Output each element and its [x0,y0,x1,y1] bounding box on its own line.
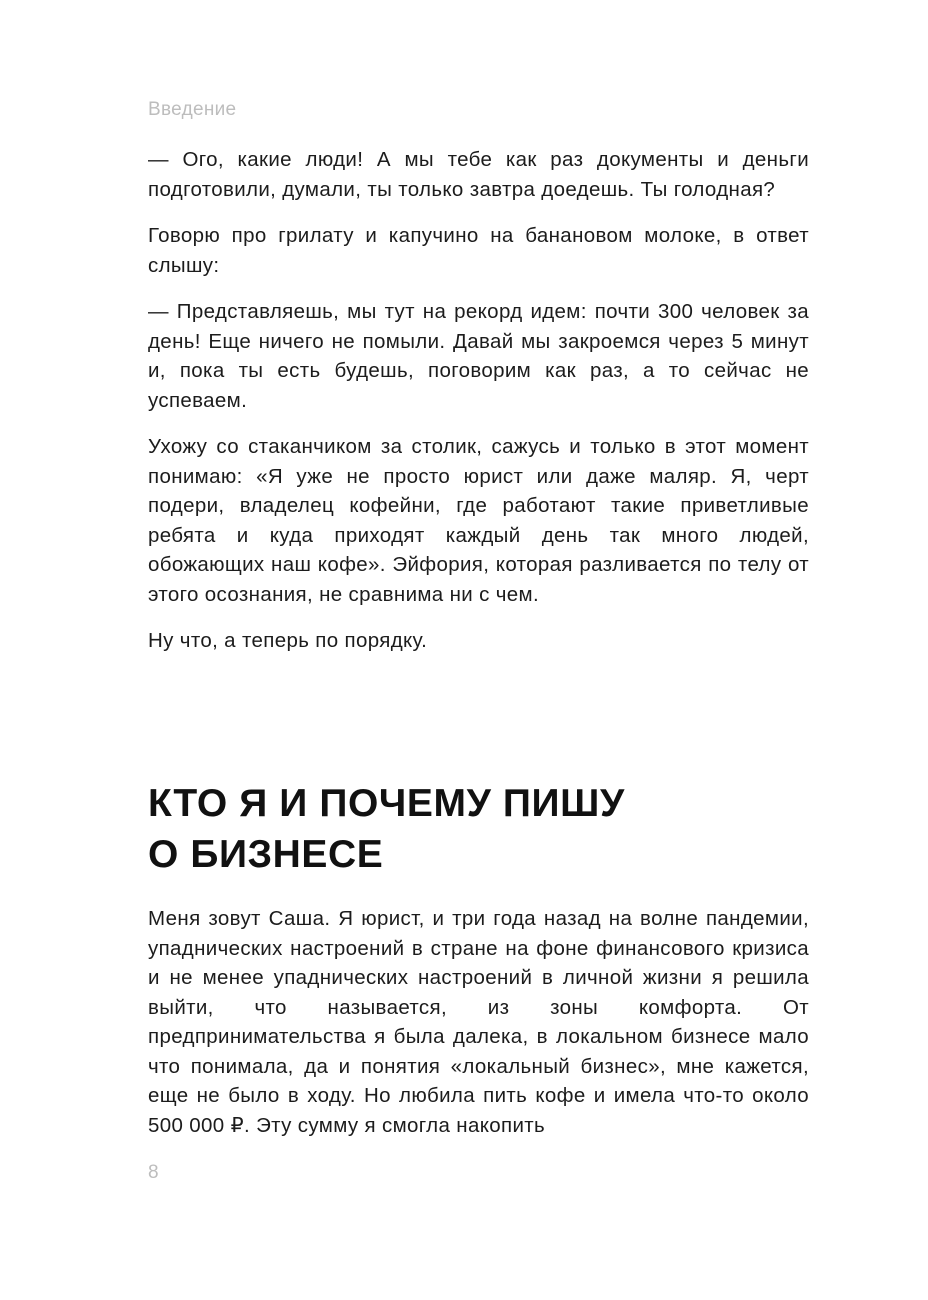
paragraph: Ну что, а теперь по порядку. [148,629,428,652]
paragraph: — Представляешь, мы тут на рекорд идем: почти 300 человек за день! Еще ничего не помыли. Давай мы закроемся через 5 минут и, пока ты есть будешь, поговорим как раз, а то сейчас не успеваем. [148,300,809,412]
running-title: Введение [148,99,237,120]
page-number: 8 [148,1162,159,1183]
paragraph: Говорю про грилату и капучино на банановом молоке, в ответ слышу: [148,224,809,277]
chapter-heading-line: О БИЗНЕСЕ [148,833,384,876]
chapter-heading-line: КТО Я И ПОЧЕМУ ПИШУ [148,782,625,825]
paragraph: — Ого, какие люди! А мы тебе как раз документы и деньги подготовили, думали, ты только завтра доедешь. Ты голодная? [148,148,809,201]
intro-text-block [148,145,809,673]
chapter-text-block [148,904,809,1157]
paragraph: Меня зовут Саша. Я юрист, и три года назад на волне пандемии, упаднических настроений в стране на фоне финансового кризиса и не менее упаднических настроений в личной жизни я решила выйти, что называется, из зоны комфорта. От предпринимательства я была далека, в локальном бизнесе мало что понимала, да и понятия «локальный бизнес», мне кажется, еще не было в ходу. Но любила пить кофе и имела что-то около 500 000 ₽. Эту сумму я смогла накопить [148,907,809,1137]
paragraph: Ухожу со стаканчиком за столик, сажусь и только в этот момент понимаю: «Я уже не просто юрист или даже маляр. Я, черт подери, владелец кофейни, где работают такие приветливые ребята и куда приходят каждый день так много людей, обожающих наш кофе». Эйфория, которая разливается по телу от этого осознания, не сравнима ни с чем. [148,435,809,606]
chapter-heading [148,778,625,880]
